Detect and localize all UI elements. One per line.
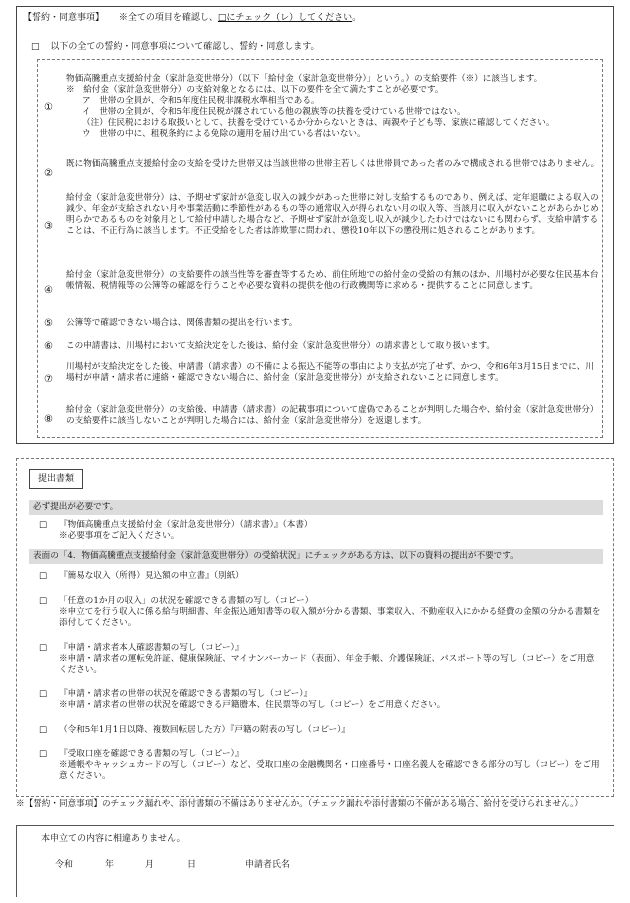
pledge-header	[23, 13, 361, 25]
clause-7-number: ⑦	[44, 374, 53, 385]
document-item-6-label: 『受取口座を確認できる書類の写し（コピー）』	[59, 749, 244, 759]
date-month[interactable]: 月	[145, 860, 155, 870]
required-item-checkbox[interactable]: □	[39, 520, 48, 530]
document-item-2-label: 「任意の1か月の収入」の状況を確認できる書類の写し（コピー）	[59, 596, 314, 606]
clause-1-number: ①	[44, 102, 53, 113]
date-era: 令和	[55, 860, 74, 870]
documents-section	[16, 458, 614, 797]
clause-6: この申請書は、川場村において支給決定をした後は、給付金（家計急変世帯分）の請求書として取り扱います。	[66, 341, 496, 351]
document-item-3[interactable]	[39, 643, 601, 676]
document-item-5[interactable]	[39, 725, 601, 736]
pledge-section	[16, 6, 614, 444]
applicant-name-field[interactable]	[307, 856, 607, 874]
clause-8-number: ⑧	[44, 414, 53, 425]
document-item-4[interactable]	[39, 689, 601, 711]
clause-6-number: ⑥	[44, 341, 53, 352]
applicant-name-label: 申請者氏名	[245, 860, 291, 870]
pledge-instruction: ※全ての項目を確認し、□にチェック（レ）してください。	[118, 13, 362, 23]
clause-2-number: ②	[44, 168, 53, 179]
document-item-2[interactable]	[39, 596, 601, 629]
document-item-6-note: ※通帳やキャッシュカードの写し（コピー）など、受取口座の金融機関名・口座番号・口座名義人を確認できる部分の写し（コピー）をご用意ください。	[59, 760, 600, 781]
agree-all-row[interactable]	[31, 42, 320, 54]
document-item-3-label: 『申請・請求者本人確認書類の写し（コピー）』	[59, 643, 244, 653]
conditional-header: 表面の「4．物価高騰重点支援給付金（家計急変世帯分）の受給状況」にチェックがある方は、以下の資料の提出が不要です。	[29, 549, 603, 564]
declaration-section	[16, 825, 614, 897]
required-item-label: 『物価高騰重点支援給付金（家計急変世帯分）（請求書）』（本書）	[59, 520, 313, 530]
document-item-2-note: ※申立てを行う収入に係る給与明細書、年金振込通知書等の収入額が分かる書類、事業収入、不動産収入にかかる経費の金額の分かる書類を添付してください。	[59, 607, 601, 628]
clause-4-number: ④	[44, 285, 53, 296]
document-item-1-label: 『簡易な収入（所得）見込額の申立書』（別紙）	[59, 571, 244, 581]
pledge-title: 【誓約・同意事項】	[23, 13, 105, 23]
document-item-5-checkbox[interactable]: □	[39, 725, 48, 735]
check-reminder: ※【誓約・同意事項】のチェック漏れや、添付書類の不備はありませんか。（チェック漏れや添付書類の不備がある場合、給付を受けられません。）	[16, 799, 584, 809]
clause-8: 給付金（家計急変世帯分）の支給後、申請書（請求書）の記載事項について虚偽であることが判明した場合や、給付金（家計急変世帯分）の支給要件に該当しないことが判明した場合には、給付金（家計急変世帯分）を返還します。	[66, 405, 599, 426]
agree-all-checkbox[interactable]: □	[31, 42, 40, 52]
document-item-6[interactable]	[39, 749, 601, 782]
clause-5-number: ⑤	[44, 318, 53, 329]
clause-1: 物価高騰重点支援給付金（家計急変世帯分）（以下「給付金（家計急変世帯分）」という。）の支給要件（※）に該当します。 ※ 給付金（家計急変世帯分）の支給対象となるには、以下の要件を全て満たすことが必要です。 ア 世帯の全員が、令和5年度住民税非課税水準相当である。 イ 世帯の全員が、令和5年度住民税が課されている他の親族等の扶養を受けている世帯ではない。 （注）住民税における取扱いとして、扶養を受けているか分からないときは、両親や子ども等、家族に確認してください。 ウ 世帯の中に、租税条約による免除の適用を届け出ている者はいない。	[66, 74, 555, 139]
document-item-1[interactable]	[39, 571, 601, 582]
document-item-4-checkbox[interactable]: □	[39, 689, 48, 699]
required-header: 必ず提出が必要です。	[29, 500, 603, 515]
clause-2: 既に物価高騰重点支援給付金の支給を受けた世帯又は当該世帯の世帯主若しくは世帯員であった者のみで構成される世帯ではありません。	[66, 159, 600, 169]
agree-all-label: 以下の全ての誓約・同意事項について確認し、誓約・同意します。	[50, 42, 320, 52]
document-item-3-checkbox[interactable]: □	[39, 643, 48, 653]
document-item-4-note: ※申請・請求者の世帯の状況を確認できる戸籍謄本、住民票等の写し（コピー）をご用意ください。	[59, 700, 446, 710]
document-item-6-checkbox[interactable]: □	[39, 749, 48, 759]
document-item-3-note: ※申請・請求者の運転免許証、健康保険証、マイナンバーカード（表面）、年金手帳、介護保険証、パスポート等の写し（コピー）をご用意ください。	[59, 654, 595, 675]
clause-7: 川場村が支給決定をした後、申請書（請求書）の不備による振込不能等の事由により支払が完了せず、かつ、令和6年3月15日までに、川場村が申請・請求者に連絡・確認できない場合に、給付金（家計急変世帯分）が支給されないことに同意します。	[66, 362, 594, 383]
declaration-text: 本申立ての内容に相違ありません。	[41, 834, 186, 844]
document-item-4-label: 『申請・請求者の世帯の状況を確認できる書類の写し（コピー）』	[59, 689, 313, 699]
document-item-2-checkbox[interactable]: □	[39, 596, 48, 606]
document-item-5-label: （令和5年1月1日以降、複数回転居した方）『戸籍の附表の写し（コピー）』	[59, 725, 351, 735]
clause-4: 給付金（家計急変世帯分）の支給要件の該当性等を審査等するため、前住所地での給付金の受給の有無のほか、川場村が必要な住民基本台帳情報、税情報等の公簿等の確認を行うことや必要な資料の提供を他の行政機関等に求める・提供することに同意します。	[66, 270, 599, 291]
clause-3-number: ③	[44, 221, 53, 232]
date-year[interactable]: 年	[105, 860, 115, 870]
document-item-1-checkbox[interactable]: □	[39, 571, 48, 581]
documents-title: 提出書類	[29, 469, 83, 489]
clause-3: 給付金（家計急変世帯分）は、予期せず家計が急変し収入の減少があった世帯に対し支給するものであり、例えば、定年退職による収入の減少、年金が支給されない月や事業活動に季節性があるもの等の通常収入が得られない月の収入等、当該月に収入がないことがあらかじめ明らかであるものを対象月として給付申請した場合など、予期せず家計が急変し収入が減少したわけではないにも関わらず、支給申請することは、不正行為に該当します。不正受給をした者は詐欺罪に問われ、懲役10年以下の懲役刑に処されることがあります。	[66, 193, 599, 236]
clause-5: 公簿等で確認できない場合は、関係書類の提出を行います。	[66, 318, 298, 328]
date-day[interactable]: 日	[187, 860, 197, 870]
required-item[interactable]	[39, 520, 601, 542]
required-item-note: ※必要事項をご記入ください。	[59, 531, 180, 541]
clauses-box	[37, 59, 603, 438]
